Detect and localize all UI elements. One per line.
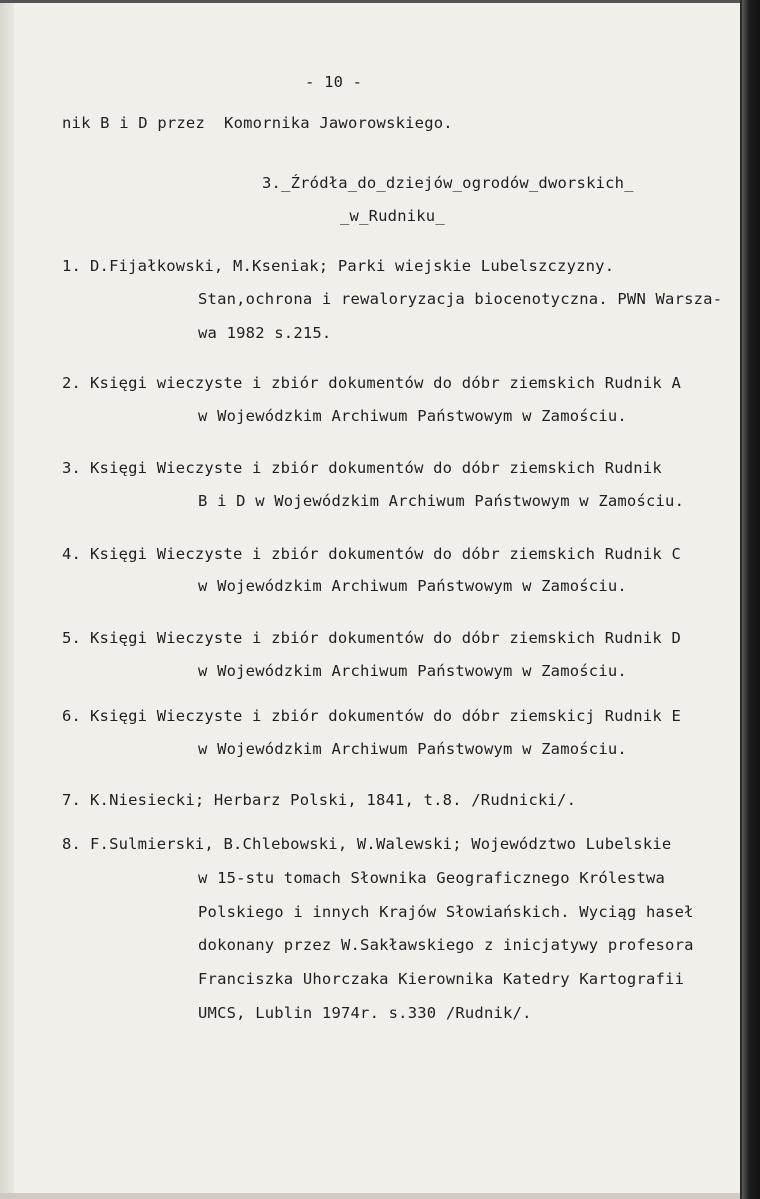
- list-item-line: K.Niesiecki; Herbarz Polski, 1841, t.8. /Rudnicki/.: [90, 791, 577, 809]
- list-item-line: w Wojewódzkim Archiwum Państwowym w Zamościu.: [198, 740, 627, 758]
- list-item-number: 8.: [62, 835, 82, 853]
- list-item-line: Księgi Wieczyste i zbiór dokumentów do dóbr ziemskich Rudnik D: [90, 629, 681, 647]
- list-item-line: Franciszka Uhorczaka Kierownika Katedry Kartografii: [198, 970, 685, 988]
- scan-right-border: [742, 0, 760, 1199]
- page-number: - 10 -: [305, 73, 363, 91]
- list-item-number: 7.: [62, 791, 82, 809]
- section-heading-line-2: _w_Rudniku_: [340, 207, 445, 225]
- list-item-line: Stan,ochrona i rewaloryzacja biocenotyczna. PWN Warsza-: [198, 290, 723, 308]
- list-item-number: 3.: [62, 459, 82, 477]
- list-item-line: w Wojewódzkim Archiwum Państwowym w Zamościu.: [198, 662, 627, 680]
- list-item-line: B i D w Wojewódzkim Archiwum Państwowym w Zamościu.: [198, 492, 685, 510]
- list-item-number: 1.: [62, 257, 82, 275]
- list-item-line: Księgi Wieczyste i zbiór dokumentów do dóbr ziemskich Rudnik C: [90, 545, 681, 563]
- list-item-number: 5.: [62, 629, 82, 647]
- list-item-line: F.Sulmierski, B.Chlebowski, W.Walewski; Województwo Lubelskie: [90, 835, 672, 853]
- list-item-line: D.Fijałkowski, M.Kseniak; Parki wiejskie Lubelszczyzny.: [90, 257, 615, 275]
- section-heading-line-1: 3._Źródła_do_dziejów_ogrodów_dworskich_: [262, 174, 634, 192]
- list-item-number: 2.: [62, 374, 82, 392]
- list-item-line: Polskiego i innych Krajów Słowiańskich. Wyciąg haseł: [198, 903, 694, 921]
- list-item-line: UMCS, Lublin 1974r. s.330 /Rudnik/.: [198, 1004, 532, 1022]
- list-item-line: w 15-stu tomach Słownika Geograficznego Królestwa: [198, 869, 666, 887]
- page-top-edge: [0, 0, 740, 3]
- list-item-number: 4.: [62, 545, 82, 563]
- list-item-line: Księgi Wieczyste i zbiór dokumentów do dóbr ziemskicj Rudnik E: [90, 707, 681, 725]
- list-item-line: Księgi wieczyste i zbiór dokumentów do dóbr ziemskich Rudnik A: [90, 374, 681, 392]
- page-left-shadow: [0, 0, 14, 1199]
- page-bottom-edge: [0, 1193, 740, 1199]
- list-item-line: w Wojewódzkim Archiwum Państwowym w Zamościu.: [198, 407, 627, 425]
- list-item-line: w Wojewódzkim Archiwum Państwowym w Zamościu.: [198, 577, 627, 595]
- list-item-line: Księgi Wieczyste i zbiór dokumentów do dóbr ziemskich Rudnik: [90, 459, 662, 477]
- list-item-number: 6.: [62, 707, 82, 725]
- list-item-line: wa 1982 s.215.: [198, 324, 332, 342]
- list-item-line: dokonany przez W.Sakławskiego z inicjatywy profesora: [198, 936, 694, 954]
- continuation-line: nik B i D przez Komornika Jaworowskiego.: [62, 114, 453, 132]
